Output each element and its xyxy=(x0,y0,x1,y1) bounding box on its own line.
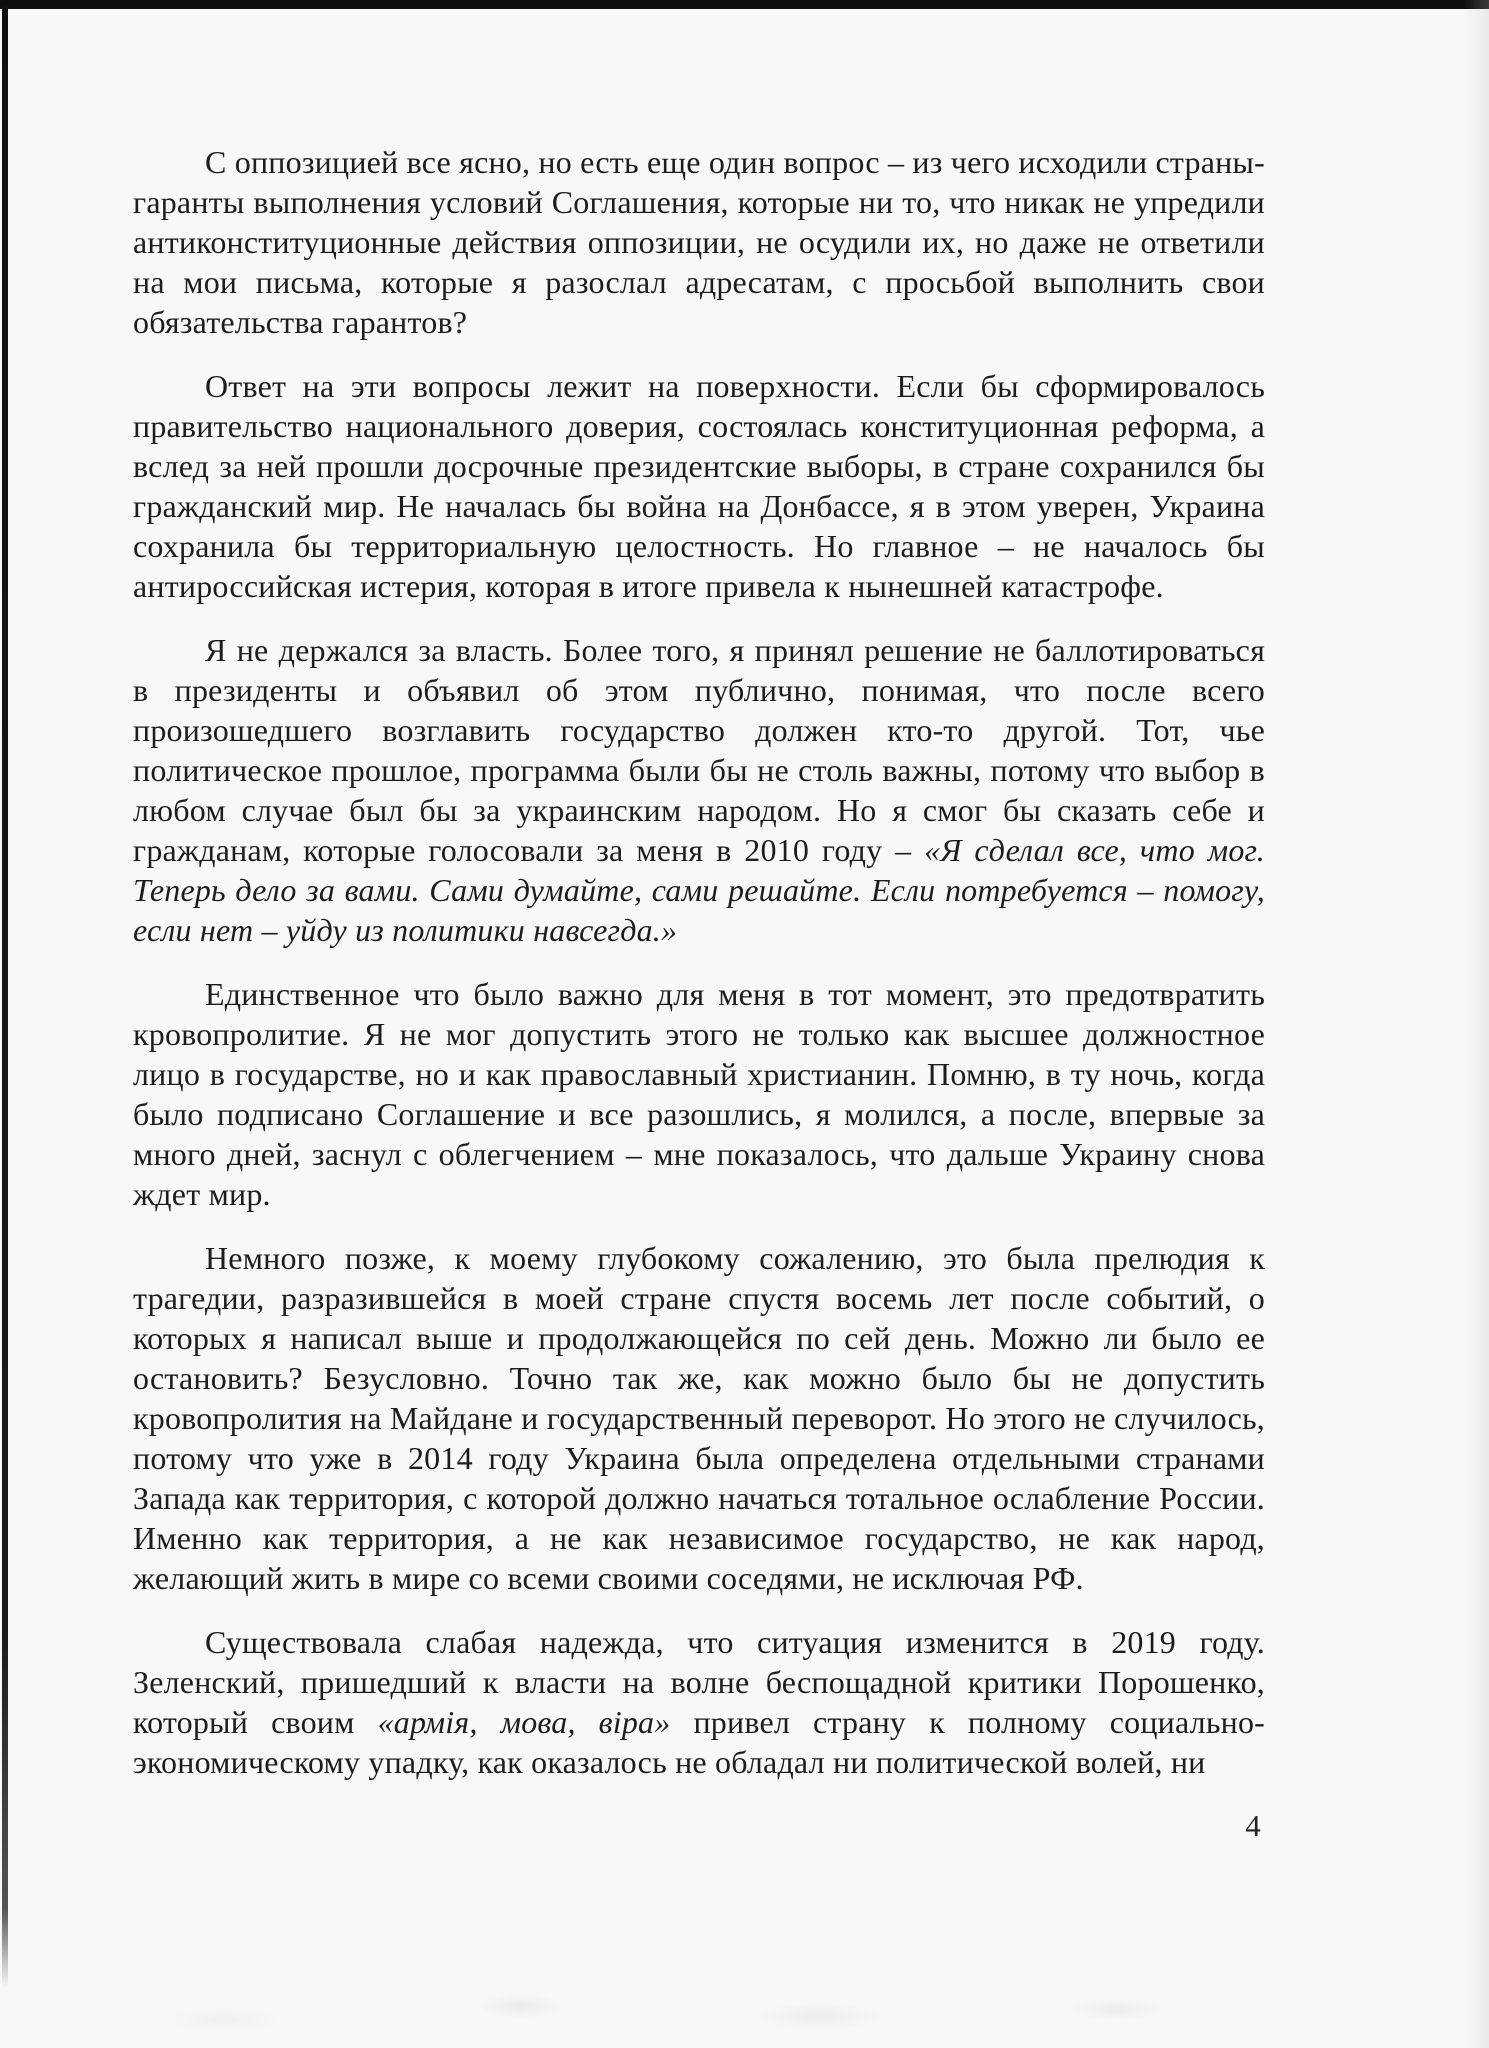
text-segment: Немного позже, к моему глубокому сожалению, это была прелюдия к трагедии, разразившейся в моей стране спустя восемь лет после событий, о которых я написал выше и продолжающейся по сей день. Можно ли было ее остановить? Безусловно. Точно так же, как можно было бы не допустить кровопролития на Майдане и государственный переворот. Но этого не случилось, потому что уже в 2014 году Украина была определена отдельными странами Запада как территория, с которой должно начаться тотальное ослабление России. Именно как территория, а не как независимое государство, не как народ, желающий жить в мире со всеми своими соседями, не исключая РФ. xyxy=(133,1240,1265,1596)
scan-edge-top xyxy=(0,0,1489,9)
paragraph xyxy=(133,142,1265,342)
quoted-italic-segment: «армія, мова, віра» xyxy=(377,1704,671,1740)
text-segment: Существовала слабая надежда, что ситуация изменится в 2019 году. Зеленский, пришедший к власти на волне беспощадной критики Порошенко, который своим xyxy=(133,1624,1265,1740)
page-number: 4 xyxy=(1245,1808,1261,1843)
scan-edge-left xyxy=(2,6,8,1988)
paragraph xyxy=(133,366,1265,606)
paragraph xyxy=(133,1622,1265,1782)
text-segment: привел страну к полному социально-экономическому упадку, как оказалось не обладал ни политической волей, ни xyxy=(133,1704,1266,1780)
document-text-block xyxy=(133,142,1265,1846)
paragraph-container xyxy=(133,142,1265,1782)
paragraph xyxy=(133,1238,1265,1598)
text-segment: Я не держался за власть. Более того, я принял решение не баллотироваться в президенты и объявил об этом публично, понимая, что после всего произошедшего возглавить государство должен кто-то другой. Тот, чье политическое прошлое, программа были бы не столь важны, потому что выбор в любом случае был бы за украинским народом. Но я смог бы сказать себе и гражданам, которые голосовали за меня в 2010 году – xyxy=(133,632,1265,868)
scan-ghost-bottom xyxy=(0,1978,1489,2048)
scan-shade-right xyxy=(1463,0,1489,2048)
text-segment: Единственное что было важно для меня в тот момент, это предотвратить кровопролитие. Я не мог допустить этого не только как высшее должностное лицо в государстве, но и как православный христианин. Помню, в ту ночь, когда было подписано Соглашение и все разошлись, я молился, а после, впервые за много дней, заснул с облегчением – мне показалось, что дальше Украину снова ждет мир. xyxy=(133,976,1265,1212)
paragraph xyxy=(133,630,1265,950)
text-segment: Ответ на эти вопросы лежит на поверхности. Если бы сформировалось правительство национального доверия, состоялась конституционная реформа, а вслед за ней прошли досрочные президентские выборы, в стране сохранился бы гражданский мир. Не началась бы война на Донбассе, я в этом уверен, Украина сохранила бы территориальную целостность. Но главное – не началось бы антироссийская истерия, которая в итоге привела к нынешней катастрофе. xyxy=(133,368,1265,604)
paragraph xyxy=(133,974,1265,1214)
text-segment: С оппозицией все ясно, но есть еще один вопрос – из чего исходили страны-гаранты выполнения условий Соглашения, которые ни то, что никак не упредили антиконституционные действия оппозиции, не осудили их, но даже не ответили на мои письма, которые я разослал адресатам, с просьбой выполнить свои обязательства гарантов? xyxy=(133,144,1265,340)
quoted-italic-segment: «Я сделал все, что мог. Теперь дело за вами. Сами думайте, сами решайте. Если потребуется – помогу, если нет – уйду из политики навсегда.» xyxy=(133,832,1265,948)
